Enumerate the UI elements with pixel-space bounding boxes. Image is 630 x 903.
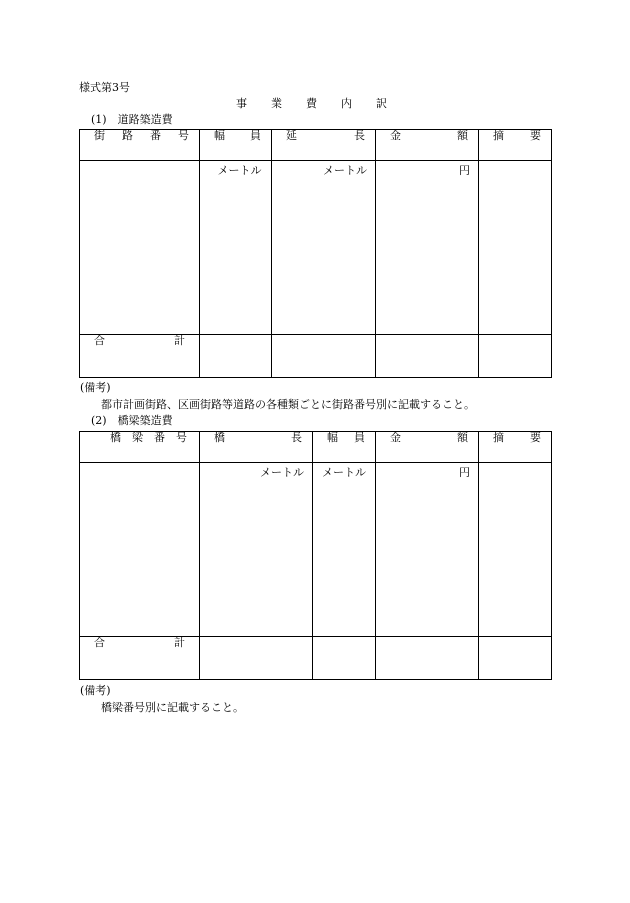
length-unit: メートル: [323, 164, 367, 177]
form-number: 様式第3号: [79, 81, 130, 94]
header-amount: 金 額: [376, 432, 479, 463]
total-row: [80, 335, 552, 378]
section1-heading: (1) 道路築造費: [91, 113, 173, 126]
amount-cell: [376, 161, 479, 335]
header-length: 延 長: [272, 130, 376, 161]
amount-unit: 円: [459, 164, 470, 177]
header-remarks: 摘 要: [479, 432, 552, 463]
table-row: [80, 463, 552, 637]
header-remarks: 摘 要: [479, 130, 552, 161]
table-row: [80, 161, 552, 335]
header-amount: 金 額: [376, 130, 479, 161]
total-amount: [376, 637, 479, 680]
width-unit: メートル: [217, 164, 262, 177]
total-width: [200, 335, 272, 378]
header-street-no: 街 路 番 号: [80, 130, 200, 161]
section2-note-heading: (備考): [80, 684, 111, 697]
road-cost-table: [79, 129, 552, 378]
total-bridge-length: [200, 637, 313, 680]
table-header-row: [80, 432, 552, 463]
total-label: 合 計: [80, 335, 200, 378]
width-cell: [200, 161, 272, 335]
total-length: [272, 335, 376, 378]
section2-note-text: 橋梁番号別に記載すること。: [101, 701, 244, 714]
bridge-no-cell: [80, 463, 200, 637]
total-remarks: [479, 637, 552, 680]
bridge-length-cell: [200, 463, 313, 637]
remarks-cell: [479, 463, 552, 637]
table-header-row: [80, 130, 552, 161]
header-bridge-length: 橋 長: [200, 432, 313, 463]
bridge-cost-table: [79, 431, 552, 680]
section1-note-heading: (備考): [80, 381, 111, 394]
document-title: 事業費内訳: [236, 97, 411, 110]
section1-note-text: 都市計画街路、区画街路等道路の各種類ごとに街路番号別に記載すること。: [101, 398, 475, 411]
header-width: 幅 員: [200, 130, 272, 161]
total-remarks: [479, 335, 552, 378]
header-bridge-no: 橋 梁 番 号: [80, 432, 200, 463]
total-row: [80, 637, 552, 680]
section2-heading: (2) 橋梁築造費: [91, 414, 173, 427]
total-label: 合 計: [80, 637, 200, 680]
length-unit: メートル: [260, 466, 304, 479]
total-width: [313, 637, 376, 680]
width-cell: [313, 463, 376, 637]
street-no-cell: [80, 161, 200, 335]
width-unit: メートル: [322, 466, 366, 479]
remarks-cell: [479, 161, 552, 335]
header-width: 幅 員: [313, 432, 376, 463]
amount-unit: 円: [459, 466, 470, 479]
amount-cell: [376, 463, 479, 637]
total-amount: [376, 335, 479, 378]
length-cell: [272, 161, 376, 335]
